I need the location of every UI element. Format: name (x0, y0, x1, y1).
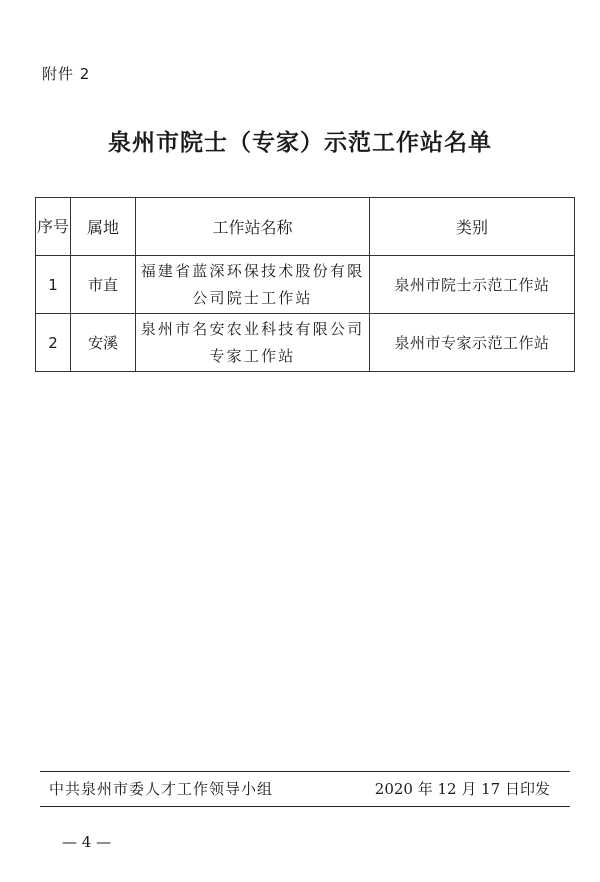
attachment-label: 附件 2 (42, 65, 91, 83)
header-category: 类别 (370, 198, 575, 256)
footer-rule-bottom (40, 806, 570, 807)
table-row (36, 314, 575, 372)
footer-rule-top (40, 771, 570, 772)
row-category: 泉州市专家示范工作站 (370, 314, 575, 372)
header-seq: 序号 (36, 198, 71, 256)
row-seq: 1 (36, 256, 71, 314)
row-seq: 2 (36, 314, 71, 372)
header-region: 属地 (71, 198, 136, 256)
row-region: 市直 (71, 256, 136, 314)
row-name: 福建省蓝深环保技术股份有限公司院士工作站 (136, 256, 370, 314)
issuer: 中共泉州市委人才工作领导小组 (49, 780, 274, 798)
workstation-table (35, 197, 575, 372)
document-title: 泉州市院士（专家）示范工作站名单 (108, 130, 492, 156)
row-region: 安溪 (71, 314, 136, 372)
page-number: — 4 — (62, 833, 112, 851)
issue-date: 2020 年 12 月 17 日印发 (374, 780, 550, 798)
header-name: 工作站名称 (136, 198, 370, 256)
row-category: 泉州市院士示范工作站 (370, 256, 575, 314)
table-row (36, 256, 575, 314)
table-header-row (36, 198, 575, 256)
row-name: 泉州市名安农业科技有限公司专家工作站 (136, 314, 370, 372)
